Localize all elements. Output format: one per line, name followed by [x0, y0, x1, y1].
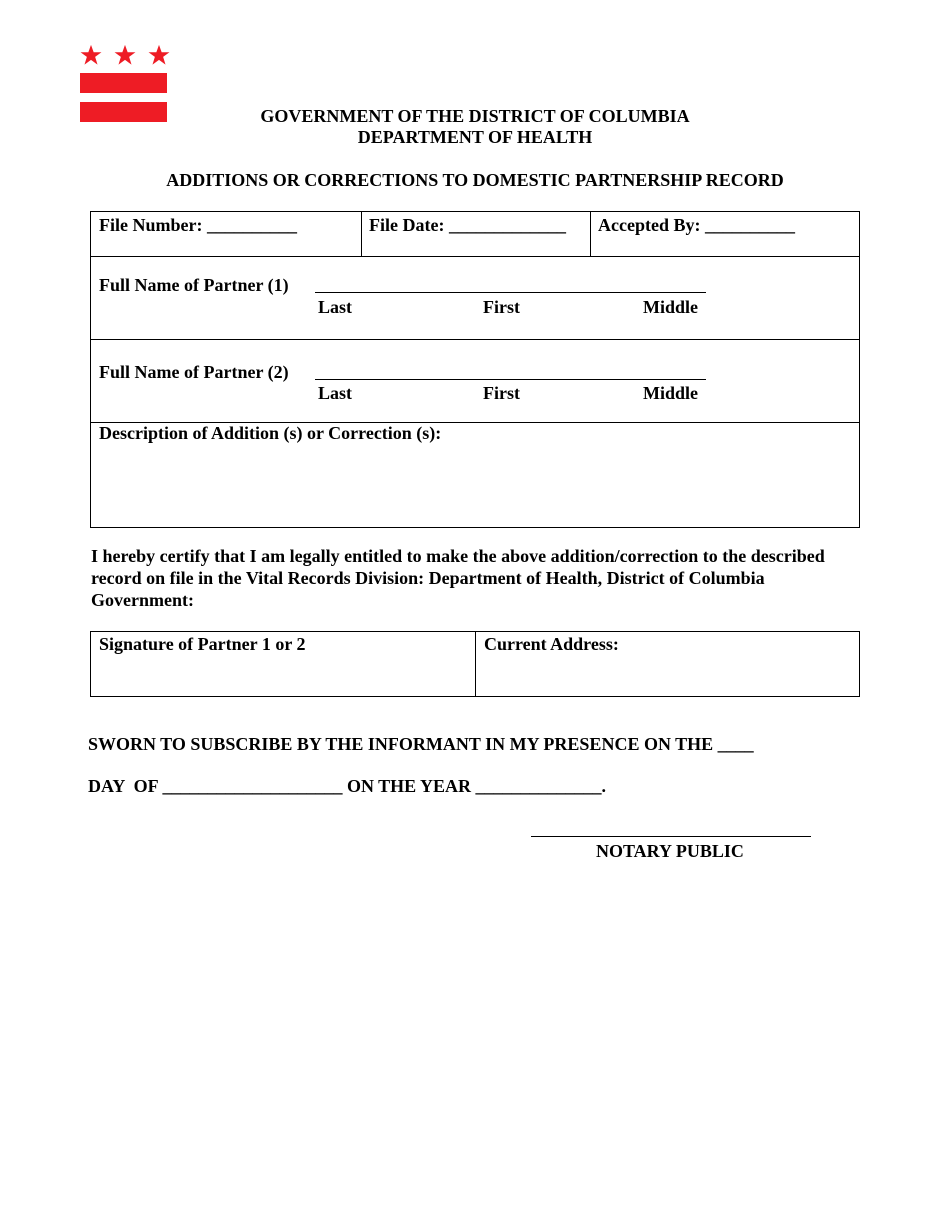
row-divider	[91, 339, 859, 340]
partner1-middle-label: Middle	[643, 297, 699, 317]
signature-label: Signature of Partner 1 or 2	[99, 634, 306, 654]
column-divider	[361, 212, 362, 256]
form-title: ADDITIONS OR CORRECTIONS TO DOMESTIC PARTNERSHIP RECORD	[166, 170, 784, 190]
column-divider	[590, 212, 591, 256]
star-icon	[114, 44, 136, 66]
signature-table	[90, 631, 860, 697]
partner1-first-label: First	[483, 297, 520, 317]
signature-field[interactable]	[99, 658, 469, 692]
sworn-line-2: DAY OF ____________________ ON THE YEAR ______________.	[88, 776, 607, 796]
government-heading: GOVERNMENT OF THE DISTRICT OF COLUMBIA	[260, 106, 690, 126]
file-date-field[interactable]: File Date: _____________	[369, 215, 566, 235]
accepted-by-field[interactable]: Accepted By: __________	[598, 215, 795, 235]
row-divider	[91, 256, 859, 257]
partner2-middle-label: Middle	[643, 383, 699, 403]
description-label: Description of Addition (s) or Correction (s):	[99, 423, 442, 443]
column-divider	[475, 632, 476, 696]
notary-public-label: NOTARY PUBLIC	[596, 841, 744, 861]
description-area[interactable]	[99, 448, 849, 518]
partner1-last-label: Last	[318, 297, 353, 317]
partner1-label: Full Name of Partner (1)	[99, 275, 289, 295]
partner2-name-line[interactable]	[315, 379, 706, 380]
star-icon	[80, 44, 102, 66]
certification-text: I hereby certify that I am legally entitled to make the above addition/correction to the described record on file in the Vital Records Division: Department of Health, District of Columbia Government:	[91, 546, 825, 610]
notary-signature-line[interactable]	[531, 836, 811, 837]
current-address-label: Current Address:	[484, 634, 619, 654]
record-table	[90, 211, 860, 528]
partner1-name-line[interactable]	[315, 292, 706, 293]
partner2-label: Full Name of Partner (2)	[99, 362, 289, 382]
star-icon	[148, 44, 170, 66]
sworn-line-1: SWORN TO SUBSCRIBE BY THE INFORMANT IN MY PRESENCE ON THE ____	[88, 734, 754, 754]
partner2-last-label: Last	[318, 383, 353, 403]
current-address-field[interactable]	[484, 658, 854, 692]
file-number-field[interactable]: File Number: __________	[99, 215, 297, 235]
department-heading: DEPARTMENT OF HEALTH	[357, 127, 593, 147]
partner2-first-label: First	[483, 383, 520, 403]
flag-bar-top	[80, 73, 167, 93]
